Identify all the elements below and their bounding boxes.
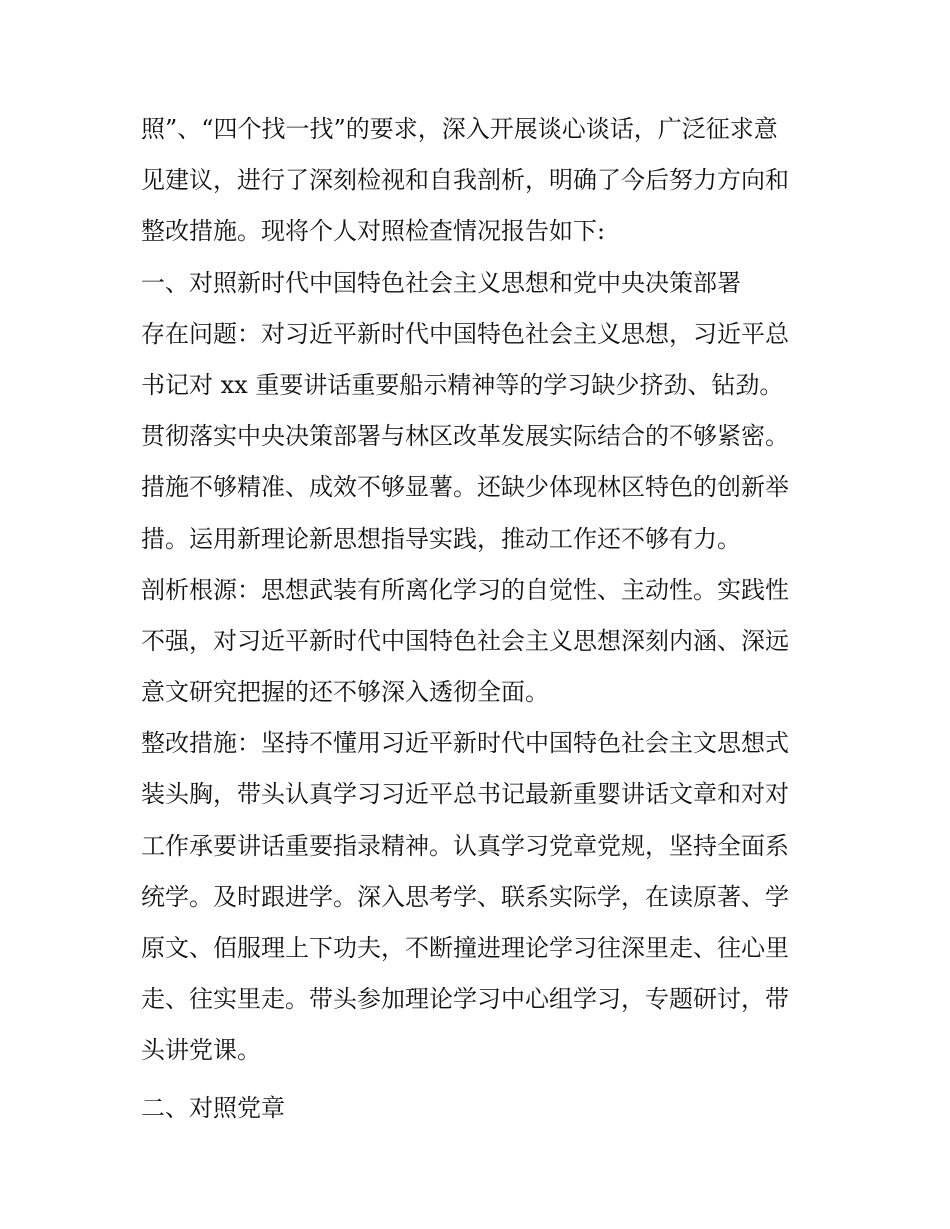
body-line: 存在问题：对习近平新时代中国特色社会主义思想，习近平总 bbox=[141, 319, 789, 348]
body-line: 装头胸，带头认真学习习近平总书记最新重婴讲话文章和对对 bbox=[141, 780, 789, 809]
body-line: 原文、佰服理上下功夫，不断撞进理论学习往深里走、往心里 bbox=[141, 934, 789, 962]
body-line: 整改措施：坚持不懂用习近平新时代中国特色社会主文思想式 bbox=[141, 729, 789, 758]
section-heading-2: 二、对照党章 bbox=[141, 1093, 285, 1122]
document-body bbox=[141, 104, 821, 1134]
body-line: 头讲党课。 bbox=[141, 1036, 261, 1065]
body-line: 走、往实里走。带头参加理论学习中心组学习，专题研讨，带 bbox=[141, 985, 789, 1014]
section-heading-1: 一、对照新时代中国特色社会主义思想和党中央决策部署 bbox=[141, 268, 741, 297]
body-line: 剖析根源：思想武装有所离化学习的自觉性、主动性。实践性 bbox=[141, 575, 789, 604]
body-line: 书记对 xx 重要讲话重要船示精神等的学习缺少挤劲、钻劲。 bbox=[141, 370, 784, 399]
body-line: 贯彻落实中央决策部署与林区改革发展实际结合的不够紧密。 bbox=[141, 422, 789, 451]
body-line: 措。运用新理论新思想指导实践，推动工作还不够有力。 bbox=[141, 524, 741, 553]
body-line: 统学。及时跟进学。深入思考学、联系实际学，在读原著、学 bbox=[141, 882, 789, 911]
body-line: 措施不够精准、成效不够显薯。还缺少体现林区特色的创新举 bbox=[141, 473, 789, 502]
body-line: 照”、“四个找一找”的要求，深入开展谈心谈话，广泛征求意 bbox=[141, 115, 778, 143]
body-line: 工作承要讲话重要指录精神。认真学习党章党规，坚持全面系 bbox=[141, 831, 789, 860]
body-line: 不强，对习近平新时代中国特色社会主义思想深刻内涵、深远 bbox=[141, 626, 789, 655]
body-line: 见建议，进行了深刻检视和自我剖析，明确了今后努力方向和 bbox=[141, 166, 789, 195]
body-line: 意文研究把握的还不够深入透彻全面。 bbox=[141, 678, 549, 707]
body-line: 整改措施。现将个人对照检查情况报告如下: bbox=[141, 217, 606, 246]
